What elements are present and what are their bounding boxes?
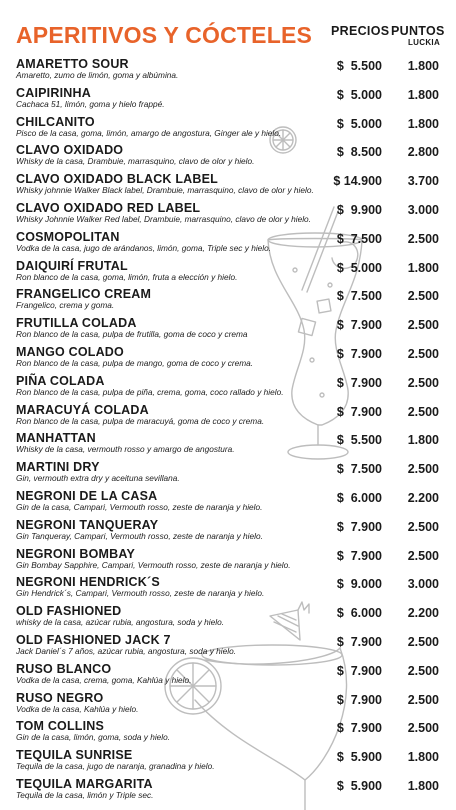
item-points: 3.000	[407, 202, 439, 217]
item-description: Ron blanco de la casa, pulpa de frutilla, goma de coco y crema	[16, 329, 248, 340]
item-description: Gin de la casa, limón, goma, soda y hielo.	[16, 732, 171, 743]
item-price: $ 5.000	[336, 260, 382, 275]
cocktail-list	[0, 56, 456, 805]
menu-item	[0, 574, 456, 603]
item-name: CLAVO OXIDADO	[16, 143, 124, 158]
item-name: DAIQUIRÍ FRUTAL	[16, 258, 128, 273]
item-description: Ron blanco de la casa, goma, limón, fruta a elección y hielo.	[16, 271, 238, 282]
item-name: OLD FASHIONED	[16, 604, 122, 619]
header-precios: PRECIOS	[331, 24, 390, 38]
item-price: $ 7.900	[336, 318, 382, 333]
item-description: Vodka de la casa, jugo de arándanos, limón, goma, Triple sec y hielo.	[16, 242, 272, 253]
menu-item	[0, 258, 456, 287]
item-price: $ 7.900	[336, 346, 382, 361]
item-price: $ 14.900	[333, 174, 382, 189]
menu-item	[0, 315, 456, 344]
item-description: Ron blanco de la casa, pulpa de maracuyá, goma de coco y crema.	[16, 415, 265, 426]
item-name: AMARETTO SOUR	[16, 57, 129, 71]
item-name: NEGRONI TANQUERAY	[16, 517, 159, 532]
menu-item	[0, 603, 456, 632]
item-description: Tequila de la casa, limón y Triple sec.	[16, 789, 154, 800]
item-points: 2.800	[407, 145, 439, 160]
item-name: TEQUILA SUNRISE	[16, 748, 133, 763]
menu-item	[0, 690, 456, 719]
item-name: CLAVO OXIDADO BLACK LABEL	[16, 172, 218, 187]
item-price: $ 7.900	[336, 375, 382, 390]
item-points: 1.800	[407, 116, 439, 131]
menu-item	[0, 373, 456, 402]
item-price: $ 7.900	[336, 634, 382, 649]
item-description: Gin, vermouth extra dry y aceituna sevillana.	[16, 473, 180, 484]
item-points: 2.500	[407, 346, 439, 361]
item-price: $ 7.900	[336, 548, 382, 563]
item-name: FRANGELICO CREAM	[16, 287, 152, 302]
item-points: 2.500	[407, 318, 439, 333]
header-luckia: LUCKIA	[408, 38, 441, 47]
item-price: $ 5.500	[336, 433, 382, 448]
item-description: Cachaca 51, limón, goma y hielo frappé.	[16, 98, 165, 109]
item-price: $ 7.500	[336, 289, 382, 304]
item-name: CAIPIRINHA	[16, 85, 91, 100]
item-name: MARACUYÁ COLADA	[16, 402, 149, 417]
item-description: Gin de la casa, Campari, Vermouth rosso, zeste de naranja y hielo.	[16, 501, 263, 512]
item-name: RUSO BLANCO	[16, 661, 112, 676]
item-price: $ 5.000	[336, 87, 382, 102]
menu-item	[0, 747, 456, 776]
item-price: $ 7.500	[336, 231, 382, 246]
item-price: $ 9.000	[336, 577, 382, 592]
menu-item	[0, 200, 456, 229]
item-name: RUSO NEGRO	[16, 690, 104, 705]
item-name: NEGRONI HENDRICK´S	[16, 575, 160, 590]
menu-item	[0, 114, 456, 143]
item-description: Pisco de la casa, goma, limón, amargo de angostura, Ginger ale y hielo.	[16, 127, 282, 138]
item-name: NEGRONI BOMBAY	[16, 546, 136, 561]
item-price: $ 5.900	[336, 750, 382, 765]
item-points: 2.500	[407, 462, 439, 477]
menu-item	[0, 56, 456, 85]
item-name: PIÑA COLADA	[16, 373, 105, 388]
item-name: TEQUILA MARGARITA	[16, 776, 153, 791]
menu-item	[0, 286, 456, 315]
menu-item	[0, 517, 456, 546]
item-price: $ 6.000	[336, 606, 382, 621]
item-points: 2.500	[407, 519, 439, 534]
menu-item	[0, 430, 456, 459]
item-name: COSMOPOLITAN	[16, 229, 120, 244]
item-price: $ 7.900	[336, 519, 382, 534]
item-name: CLAVO OXIDADO RED LABEL	[16, 200, 201, 215]
menu-title: APERITIVOS Y CÓCTELES	[16, 22, 313, 48]
item-price: $ 6.000	[336, 490, 382, 505]
item-points: 1.800	[407, 59, 439, 73]
item-price: $ 9.900	[336, 202, 382, 217]
item-name: NEGRONI DE LA CASA	[16, 488, 158, 503]
item-description: Vodka de la casa, crema, goma, Kahlúa y hielo.	[16, 674, 192, 685]
item-points: 2.500	[407, 663, 439, 678]
item-description: Ron blanco de la casa, pulpa de mango, goma de coco y crema.	[16, 357, 254, 368]
item-points: 2.500	[407, 289, 439, 304]
item-points: 2.200	[407, 490, 439, 505]
item-description: Tequila de la casa, jugo de naranja, granadina y hielo.	[16, 761, 215, 772]
item-price: $ 5.900	[336, 778, 382, 793]
item-description: Gin Bombay Sapphire, Campari, Vermouth rosso, zeste de naranja y hielo.	[16, 559, 291, 570]
item-name: TOM COLLINS	[16, 719, 105, 734]
item-description: Whisky Johnnie Walker Red label, Drambuie, marrasquino, clavo de olor y hielo.	[16, 213, 311, 224]
menu-item	[0, 171, 456, 200]
item-name: CHILCANITO	[16, 114, 95, 129]
item-points: 1.800	[407, 750, 439, 765]
menu-item	[0, 402, 456, 431]
menu-item	[0, 546, 456, 575]
menu-item	[0, 229, 456, 258]
item-points: 2.500	[407, 404, 439, 419]
menu-item	[0, 85, 456, 114]
menu-item	[0, 344, 456, 373]
item-points: 2.500	[407, 375, 439, 390]
item-points: 2.500	[407, 692, 439, 707]
item-points: 2.500	[407, 634, 439, 649]
item-description: Gin Tanqueray, Campari, Vermouth rosso, zeste de naranja y hielo.	[16, 530, 263, 541]
item-description: Whisky de la casa, Drambuie, marrasquino, clavo de olor y hielo.	[16, 156, 255, 167]
item-points: 2.500	[407, 231, 439, 246]
menu-item	[0, 661, 456, 690]
menu-item	[0, 459, 456, 488]
item-description: Vodka de la casa, Kahlúa y hielo.	[16, 703, 139, 714]
item-description: Ron blanco de la casa, pulpa de piña, crema, goma, coco rallado y hielo.	[16, 386, 284, 397]
item-points: 2.200	[407, 606, 439, 621]
item-points: 1.800	[407, 87, 439, 102]
item-description: Whisky de la casa, vermouth rosso y amargo de angostura.	[16, 444, 235, 455]
item-price: $ 5.500	[336, 59, 382, 73]
item-points: 3.700	[407, 174, 439, 189]
item-description: Frangelico, crema y goma.	[16, 300, 115, 311]
item-description: whisky de la casa, azúcar rubia, angostura, soda y hielo.	[16, 617, 224, 628]
item-points: 3.000	[407, 577, 439, 592]
item-price: $ 7.500	[336, 462, 382, 477]
item-price: $ 8.500	[336, 145, 382, 160]
item-price: $ 7.900	[336, 663, 382, 678]
item-points: 2.500	[407, 548, 439, 563]
item-price: $ 7.900	[336, 404, 382, 419]
menu-item	[0, 488, 456, 517]
item-description: Jack Daniel´s 7 años, azúcar rubia, angostura, soda y hielo.	[16, 645, 236, 656]
item-description: Amaretto, zumo de limón, goma y albúmina.	[16, 70, 179, 80]
menu-item	[0, 776, 456, 805]
item-points: 1.800	[407, 433, 439, 448]
item-points: 2.500	[407, 721, 439, 736]
item-points: 1.800	[407, 260, 439, 275]
item-price: $ 5.000	[336, 116, 382, 131]
item-name: MANHATTAN	[16, 431, 96, 446]
item-description: Gin Hendrick´s, Campari, Vermouth rosso, zeste de naranja y hielo.	[16, 588, 265, 599]
menu-item	[0, 632, 456, 661]
item-name: MARTINI DRY	[16, 460, 100, 475]
item-description: Whisky johnnie Walker Black label, Drambuie, marrasquino, clavo de olor y hielo.	[16, 185, 314, 196]
item-name: FRUTILLA COLADA	[16, 316, 137, 331]
item-price: $ 7.900	[336, 692, 382, 707]
item-points: 1.800	[407, 778, 439, 793]
item-price: $ 7.900	[336, 721, 382, 736]
item-name: MANGO COLADO	[16, 344, 124, 359]
menu-item	[0, 142, 456, 171]
item-name: OLD FASHIONED JACK 7	[16, 632, 171, 647]
header-puntos: PUNTOS	[391, 24, 445, 38]
menu-item	[0, 718, 456, 747]
